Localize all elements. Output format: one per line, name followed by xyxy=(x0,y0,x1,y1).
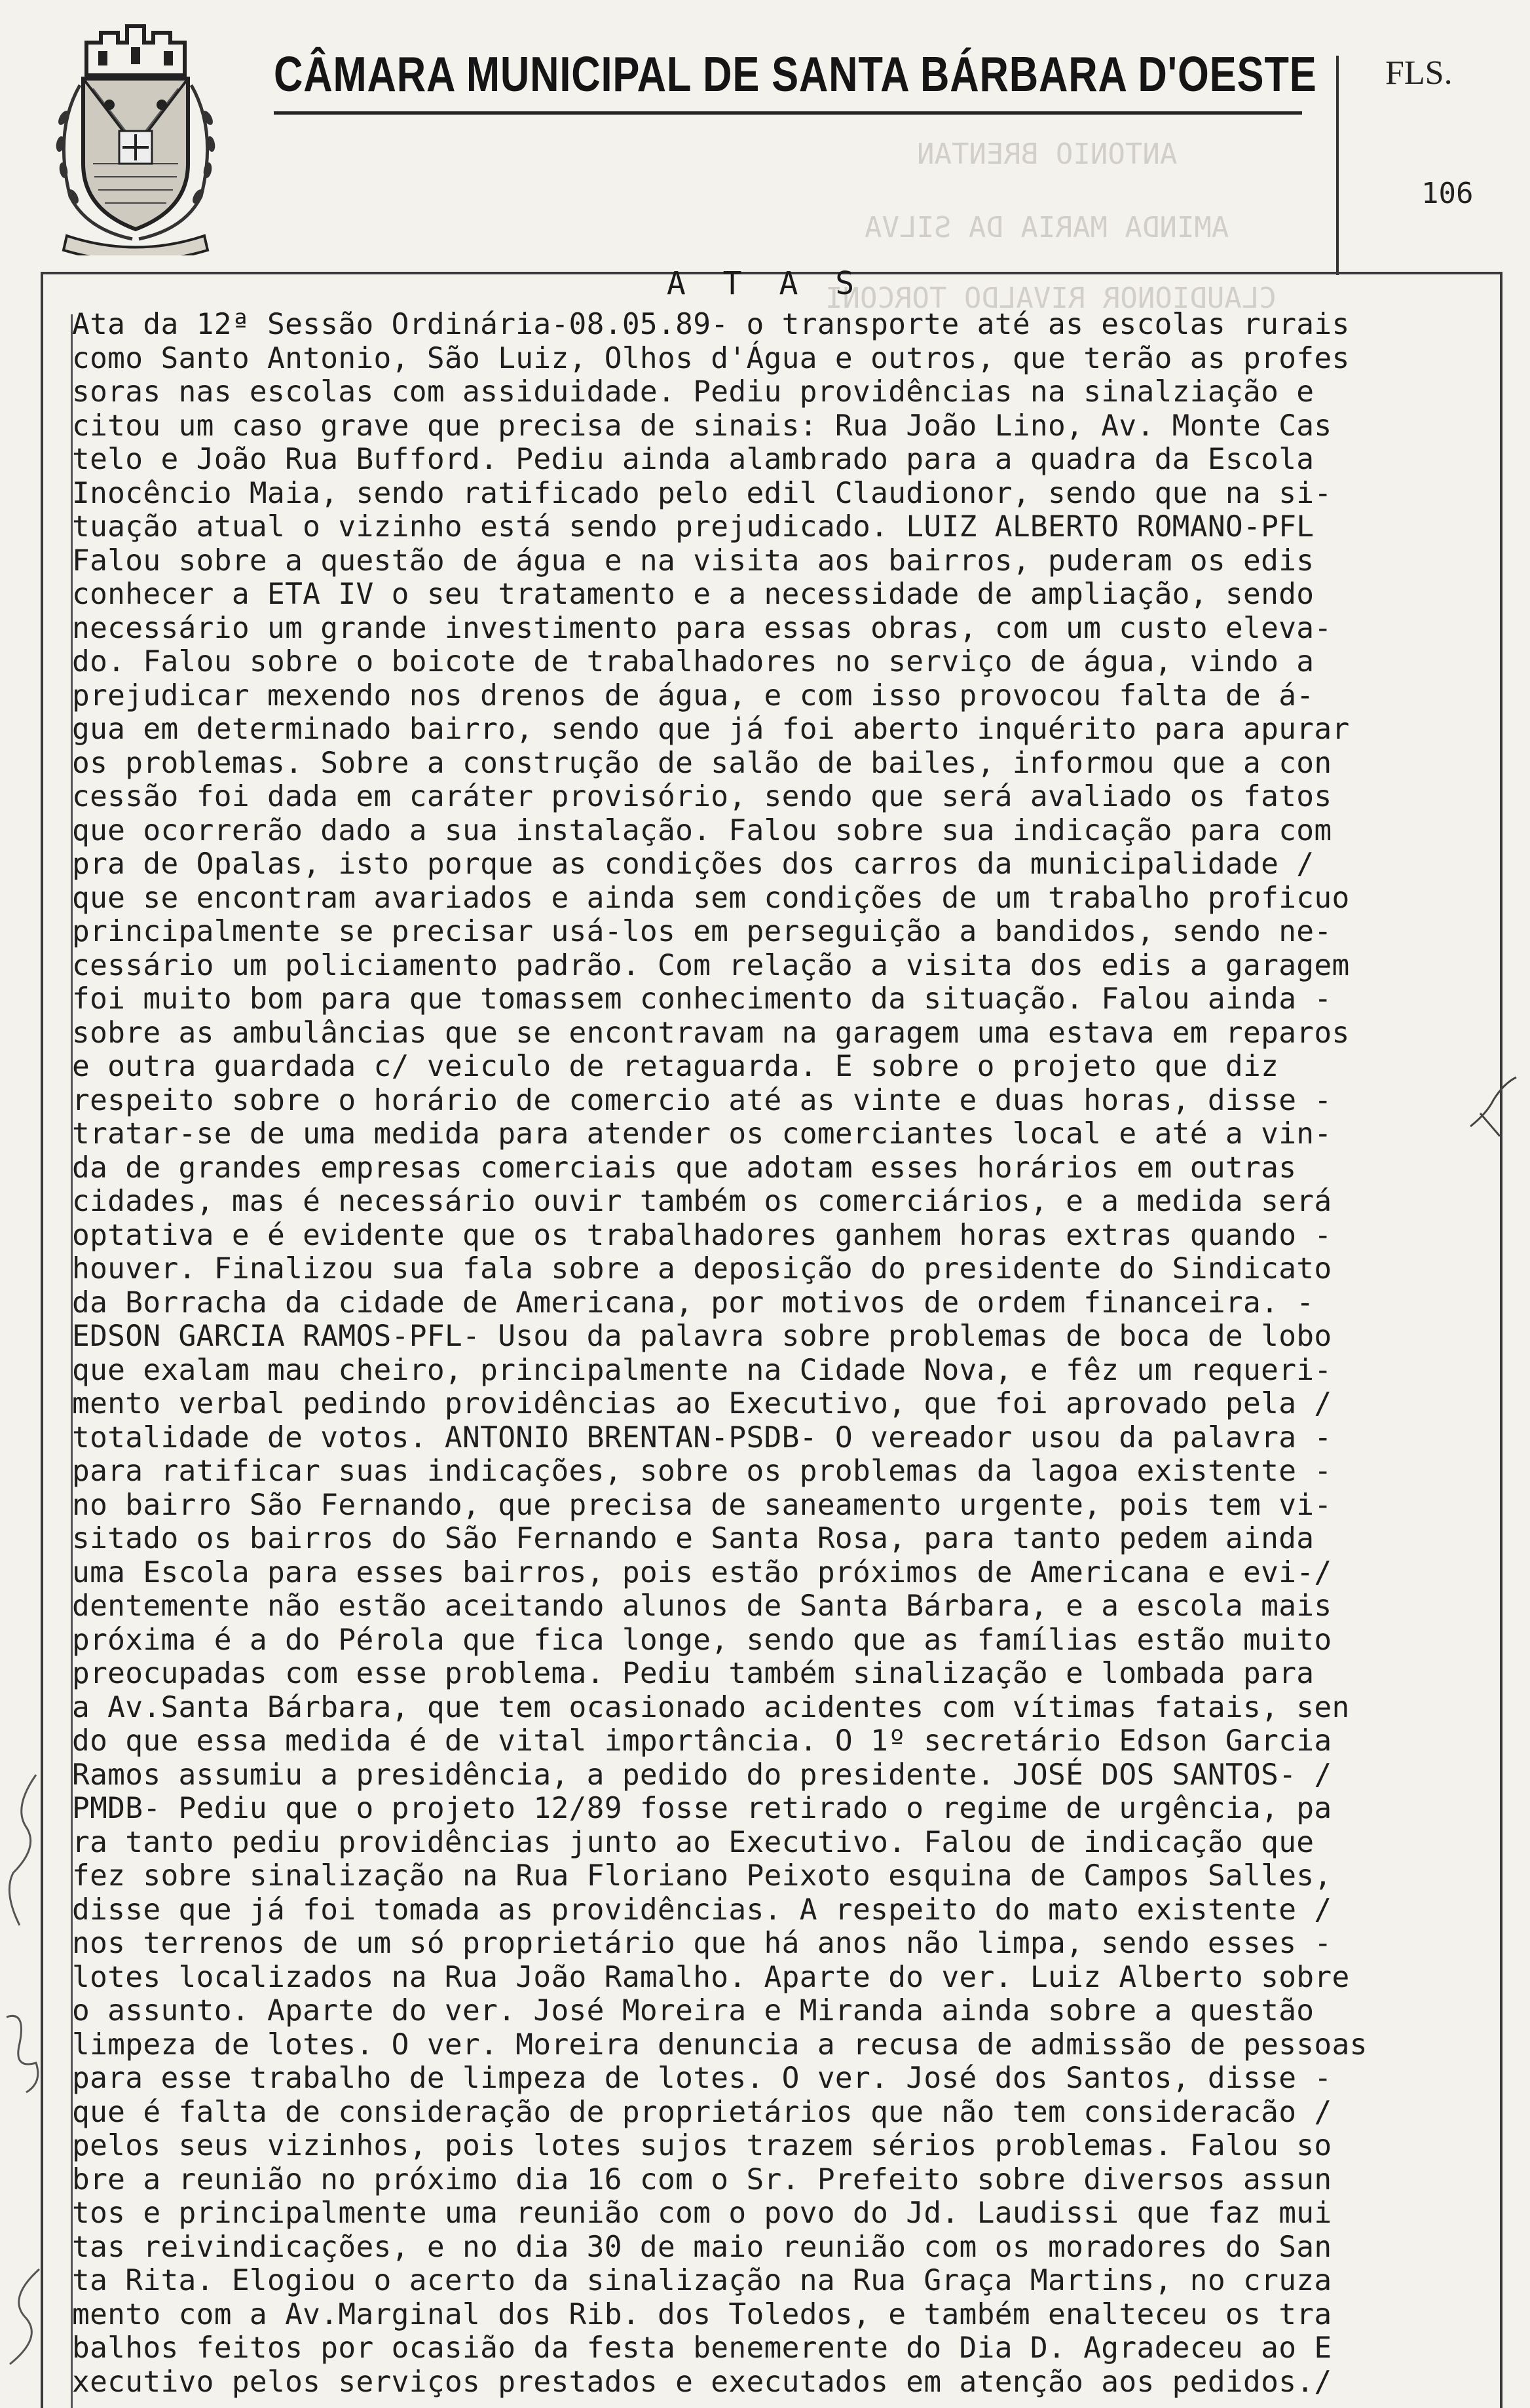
margin-signature-icon xyxy=(0,1768,46,1938)
text-line: cidades, mas é necessário ouvir também os comerciários, e a medida será xyxy=(72,1185,1332,1218)
text-line: e outra guardada c/ veiculo de retaguarda. E sobre o projeto que diz xyxy=(72,1050,1279,1083)
text-line: tos e principalmente uma reunião com o povo do Jd. Laudissi que faz mui xyxy=(72,2196,1332,2230)
text-line: cessão foi dada em caráter provisório, sendo que será avaliado os fatos xyxy=(72,780,1332,813)
section-heading: A T A S xyxy=(666,265,864,302)
text-line: pra de Opalas, isto porque as condições dos carros da municipalidade / xyxy=(72,847,1315,881)
text-line: soras nas escolas com assiduidade. Pediu providências na sinalziação e xyxy=(72,375,1315,409)
text-line: do. Falou sobre o boicote de trabalhadores no serviço de água, vindo a xyxy=(72,645,1315,678)
municipal-crest-icon xyxy=(41,13,231,255)
text-line: que exalam mau cheiro, principalmente na Cidade Nova, e fêz um requeri- xyxy=(72,1353,1332,1387)
text-line: principalmente se precisar usá-los em perseguição a bandidos, sendo ne- xyxy=(72,915,1332,948)
text-line: a Av.Santa Bárbara, que tem ocasionado acidentes com vítimas fatais, sen xyxy=(72,1690,1350,1724)
text-line: sitado os bairros do São Fernando e Santa Rosa, para tanto pedem ainda xyxy=(72,1522,1315,1555)
text-line: tuação atual o vizinho está sendo prejudicado. LUIZ ALBERTO ROMANO-PFL xyxy=(72,510,1315,544)
text-line: Falou sobre a questão de água e na visita aos bairros, puderam os edis xyxy=(72,544,1315,578)
text-line: citou um caso grave que precisa de sinais: Rua João Lino, Av. Monte Cas xyxy=(72,409,1332,443)
title-underline xyxy=(274,111,1302,115)
text-line: do que essa medida é de vital importância. O 1º secretário Edson Garcia xyxy=(72,1724,1332,1758)
text-line: xecutivo pelos serviços prestados e executados em atenção aos pedidos./ xyxy=(72,2365,1332,2399)
folio-label: FLS. xyxy=(1385,54,1453,92)
chamber-title: CÂMARA MUNICIPAL DE SANTA BÁRBARA D'OESTE xyxy=(274,46,1317,102)
text-line: totalidade de votos. ANTONIO BRENTAN-PSDB- O vereador usou da palavra - xyxy=(72,1420,1332,1454)
margin-signature-icon xyxy=(0,2266,46,2371)
text-line: tratar-se de uma medida para atender os comerciantes local e até a vin- xyxy=(72,1117,1332,1151)
text-line: da Borracha da cidade de Americana, por motivos de ordem financeira. - xyxy=(72,1286,1315,1320)
text-line: como Santo Antonio, São Luiz, Olhos d'Água e outros, que terão as profes xyxy=(72,341,1350,375)
text-line: houver. Finalizou sua fala sobre a deposição do presidente do Sindicato xyxy=(72,1252,1332,1286)
bleed-through-text: AMINDA MARIA DA SILVA xyxy=(865,211,1229,244)
text-line: uma Escola para esses bairros, pois estão próximos de Americana e evi-/ xyxy=(72,1555,1332,1589)
text-line: mento verbal pedindo providências ao Executivo, que foi aprovado pela / xyxy=(72,1387,1332,1420)
text-line: cessário um policiamento padrão. Com relação a visita dos edis a garagem xyxy=(72,948,1350,982)
text-line: limpeza de lotes. O ver. Moreira denuncia a recusa de admissão de pessoas xyxy=(72,2028,1368,2062)
text-line: para esse trabalho de limpeza de lotes. O ver. José dos Santos, disse - xyxy=(72,2062,1332,2095)
text-line: balhos feitos por ocasião da festa benemerente do Dia D. Agradeceu ao E xyxy=(72,2331,1332,2365)
text-line: optativa e é evidente que os trabalhadores ganhem horas extras quando - xyxy=(72,1218,1332,1252)
margin-check-mark-icon xyxy=(1467,1074,1520,1153)
text-line: mento com a Av.Marginal dos Rib. dos Toledos, e também enalteceu os tra xyxy=(72,2297,1332,2331)
text-line: foi muito bom para que tomassem conhecimento da situação. Falou ainda - xyxy=(72,982,1332,1016)
frame-right-border xyxy=(1500,272,1502,2408)
text-line: necessário um grande investimento para essas obras, com um custo eleva- xyxy=(72,611,1332,645)
text-line: que é falta de consideração de proprietários que não tem consideracão / xyxy=(72,2095,1332,2129)
text-line: ra tanto pediu providências junto ao Executivo. Falou de indicação que xyxy=(72,1825,1315,1859)
text-line: o assunto. Aparte do ver. José Moreira e Miranda ainda sobre a questão xyxy=(72,1994,1315,2028)
text-line: EDSON GARCIA RAMOS-PFL- Usou da palavra sobre problemas de boca de lobo xyxy=(72,1320,1332,1353)
text-line: preocupadas com esse problema. Pediu também sinalização e lombada para xyxy=(72,1657,1315,1690)
margin-signature-icon xyxy=(0,2004,46,2096)
header-divider xyxy=(1336,56,1339,275)
text-line: Ramos assumiu a presidência, a pedido do presidente. JOSÉ DOS SANTOS- / xyxy=(72,1758,1332,1792)
minutes-body xyxy=(72,308,1500,2399)
text-line: prejudicar mexendo nos drenos de água, e com isso provocou falta de á- xyxy=(72,678,1315,713)
text-line: nos terrenos de um só proprietário que há anos não limpa, sendo esses - xyxy=(72,1927,1332,1960)
text-line: Inocêncio Maia, sendo ratificado pelo edil Claudionor, sendo que na si- xyxy=(72,476,1332,510)
text-line: fez sobre sinalização na Rua Floriano Peixoto esquina de Campos Salles, xyxy=(72,1859,1332,1893)
bleed-through-text: CLAUDIONOR RIVALDO TORCONI xyxy=(825,282,1277,315)
text-line: próxima é a do Pérola que fica longe, sendo que as famílias estão muito xyxy=(72,1623,1332,1657)
text-line: sobre as ambulâncias que se encontravam na garagem uma estava em reparos xyxy=(72,1016,1350,1050)
text-line: dentemente não estão aceitando alunos de Santa Bárbara, e a escola mais xyxy=(72,1589,1332,1623)
text-line: lotes localizados na Rua João Ramalho. Aparte do ver. Luiz Alberto sobre xyxy=(72,1960,1350,1994)
bleed-through-text: ANTONIO BRENTAN xyxy=(917,138,1178,171)
text-line: que se encontram avariados e ainda sem condições de um trabalho proficuo xyxy=(72,881,1350,915)
text-line: PMDB- Pediu que o projeto 12/89 fosse retirado o regime de urgência, pa xyxy=(72,1792,1332,1825)
text-line: bre a reunião no próximo dia 16 com o Sr. Prefeito sobre diversos assun xyxy=(72,2162,1332,2196)
text-line: gua em determinado bairro, sendo que já foi aberto inquérito para apurar xyxy=(72,713,1350,746)
text-line: telo e João Rua Bufford. Pediu ainda alambrado para a quadra da Escola xyxy=(72,443,1315,476)
text-line: pelos seus vizinhos, pois lotes sujos trazem sérios problemas. Falou so xyxy=(72,2129,1332,2162)
text-line: respeito sobre o horário de comercio até as vinte e duas horas, disse - xyxy=(72,1083,1332,1117)
text-line: no bairro São Fernando, que precisa de saneamento urgente, pois tem vi- xyxy=(72,1488,1332,1522)
text-line: Ata da 12ª Sessão Ordinária-08.05.89- o transporte até as escolas rurais xyxy=(72,308,1350,341)
text-line: ta Rita. Elogiou o acerto da sinalização na Rua Graça Martins, no cruza xyxy=(72,2264,1332,2297)
text-line: da de grandes empresas comerciais que adotam esses horários em outras xyxy=(72,1151,1297,1185)
text-line: disse que já foi tomada as providências. A respeito do mato existente / xyxy=(72,1893,1332,1927)
text-line: tas reivindicações, e no dia 30 de maio reunião com os moradores do San xyxy=(72,2230,1332,2264)
text-line: conhecer a ETA IV o seu tratamento e a necessidade de ampliação, sendo xyxy=(72,578,1315,611)
text-line: para ratificar suas indicações, sobre os problemas da lagoa existente - xyxy=(72,1454,1332,1488)
page-number: 106 xyxy=(1421,177,1474,210)
text-line: que ocorrerão dado a sua instalação. Falou sobre sua indicação para com xyxy=(72,813,1332,847)
text-line: os problemas. Sobre a construção de salão de bailes, informou que a con xyxy=(72,746,1332,780)
